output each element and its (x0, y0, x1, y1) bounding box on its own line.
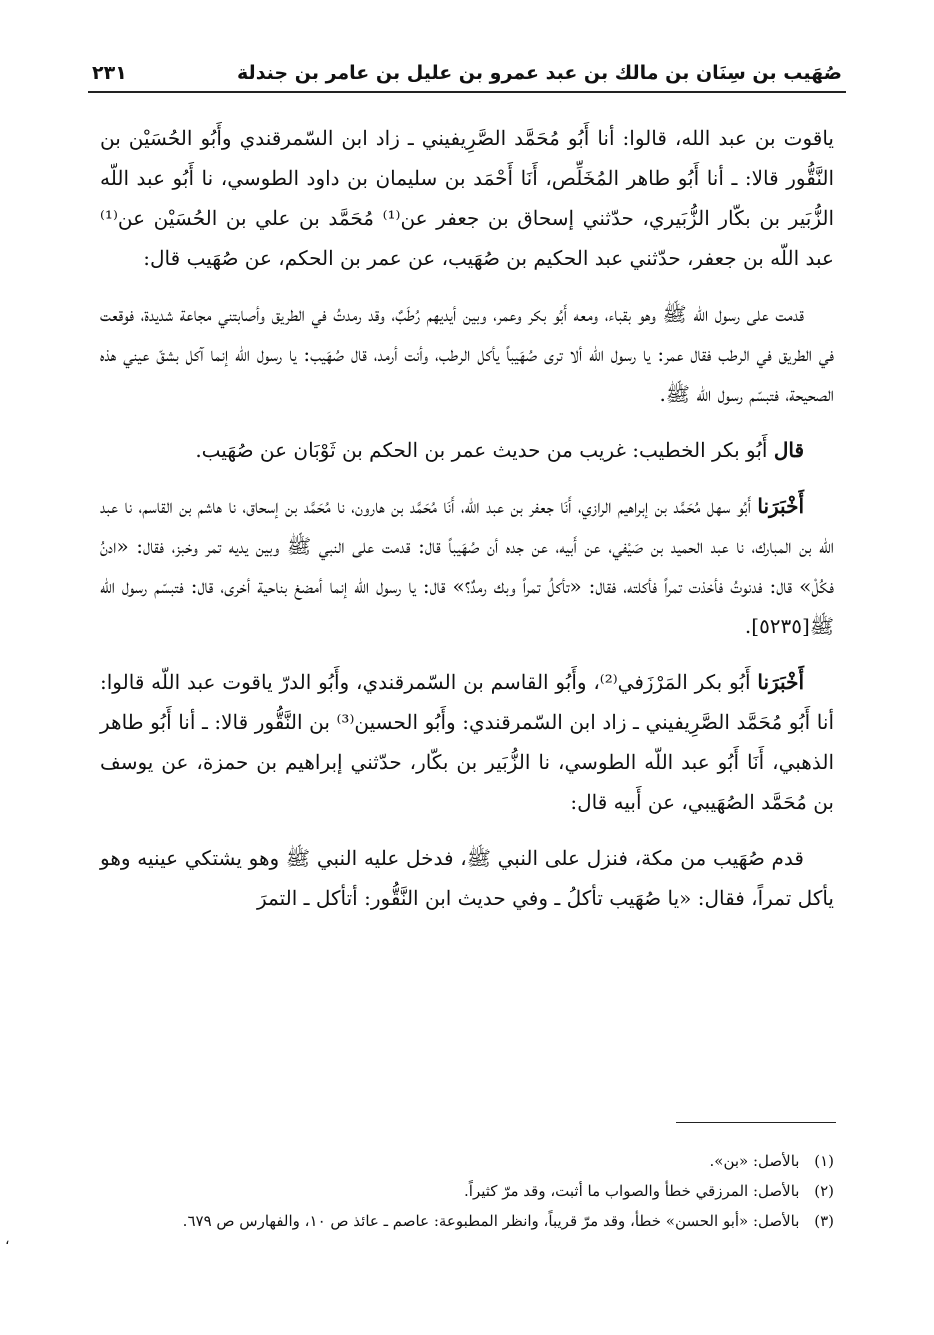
paragraph-lead: أَخْبَرَنا (757, 494, 804, 518)
paragraph-text: أَبُو سهل مُحَمَّد بن إبراهيم الرازي، أَنَا جعفر بن عبد اللّه، أَنَا مُحَمَّد بن هارون، نا مُحَمَّد بن إسحاق، نا هاشم بن القاسم، نا عبد اللّه بن المبارك، نا عبد الحميد بن صَيْفي، عن أَبيه، عن جده أن صُهَيباً قال: قدمت على النبي ﷺ وبين يديه تمر وخبز، فقال: «ادنُ فكُلْ» قال: فدنوتُ فأخذت تمراً فأكلته، فقال: «تأكلُ تمراً وبك رمدٌ؟» قال: يا رسول الله إنما أمضغ بناحية أخرى، قال: فتبسّم رسول الله ﷺ[٥٢٣٥]. (100, 494, 834, 638)
paragraph-text: أَبُو بكر الخطيب: غريب من حديث عمر بن الحكم بن ثَوْبَان عن صُهَيب. (195, 438, 768, 462)
footnote-number: (٣) (814, 1212, 834, 1230)
paragraph-text: أَبُو بكر المَرْزَفي⁽²⁾، وأَبُو القاسم بن السّمرقندي، وأَبُو الدرّ ياقوت عبد اللّه قالوا: أنا أَبُو مُحَمَّد الصَّرِيفيني ـ زاد ابن السّمرقندي: وأَبُو الحسين⁽³⁾ بن النَّقُّور قالا: ـ أنا أَبُو طاهر الذهبي، أَنَا أَبُو عبد اللّه الطوسي، نا الزُّبَير بن بكّار، حدّثني إبراهيم بن حمزة، عن يوسف بن مُحَمَّد الصُهَيبي، عن أَبيه قال: (100, 670, 835, 814)
paragraph-khatib-comment (100, 430, 834, 470)
footnote-text: بالأصل: المرزقي خطأ والصواب ما أثبت، وقد مرّ كثيراً. (464, 1182, 800, 1200)
paragraph-text: قدمت على رسول الله ﷺ وهو بقباء، ومعه أَبُو بكر وعمر، وبين أيديهم رُطَبٌ، وقد رمدتُ في الطريق وأصابتني مجاعة شديدة، فوقعت في الطريق في الرطب فقال عمر: يا رسول الله ألا ترى صُهَيباً يأكل الرطب، وأنت أرمد، قال صُهَيب: يا رسول الله إنما آكل بشقّ عيني هذه الصحيحة، فتبسّم رسول الله ﷺ. (100, 302, 834, 406)
footnote-number: (١) (814, 1152, 834, 1170)
paragraph-text: ياقوت بن عبد الله، قالوا: أنا أَبُو مُحَمَّد الصَّرِيفيني ـ زاد ابن السّمرقندي وأَبُو الحُسَيْن بن النَّقُّور قالا: ـ أنا أَبُو طاهر المُخَلِّص، أَنَا أَحْمَد بن سليمان بن داود الطوسي، نا أَبُو عبد اللّه الزُّبَير بن بكّار الزُّبَيري، حدّثني إسحاق بن جعفر عن⁽¹⁾ مُحَمَّد بن علي بن الحُسَيْن عن⁽¹⁾ عبد اللّه بن جعفر، حدّثني عبد الحكيم بن صُهَيب، عن عمر بن الحكم، عن صُهَيب قال: (100, 126, 835, 270)
paragraph-matn-2 (100, 838, 834, 918)
margin-mark: ، (5, 1232, 10, 1248)
running-header (92, 52, 842, 88)
footnote-separator (676, 1122, 836, 1123)
footnote-3 (88, 1206, 834, 1236)
footnotes (88, 1146, 834, 1236)
header-title: صُهَيب بن سِنَان بن مالك بن عبد عمرو بن عليل بن عامر بن جندلة (237, 62, 842, 84)
main-text (100, 118, 834, 934)
header-rule (88, 91, 846, 93)
paragraph-isnad-3 (100, 662, 834, 822)
footnote-text: بالأصل: «بن». (709, 1152, 800, 1170)
paragraph-lead: قال (773, 438, 804, 462)
footnote-number: (٢) (814, 1182, 834, 1200)
paragraph-lead: أَخْبَرَنا (757, 670, 804, 694)
footnote-2 (88, 1176, 834, 1206)
footnote-text: بالأصل: «أبو الحسن» خطأ، وقد مرّ قريباً، وانظر المطبوعة: عاصم ـ عائذ ص ١٠، والفهارس ص ٦٧٩. (182, 1212, 800, 1230)
footnote-1 (88, 1146, 834, 1176)
paragraph-text: قدم صُهَيب من مكة، فنزل على النبي ﷺ، فدخل عليه النبي ﷺ وهو يشتكي عينيه وهو يأكل تمراً، فقال: «يا صُهَيب تأكلُ ـ وفي حديث ابن النَّقُّور: أتأكل ـ التمرَ (100, 846, 834, 910)
paragraph-matn-1 (100, 294, 834, 414)
page-number: ٢٣١ (92, 62, 127, 84)
paragraph-isnad-2 (100, 486, 834, 646)
paragraph-isnad-1 (100, 118, 834, 278)
